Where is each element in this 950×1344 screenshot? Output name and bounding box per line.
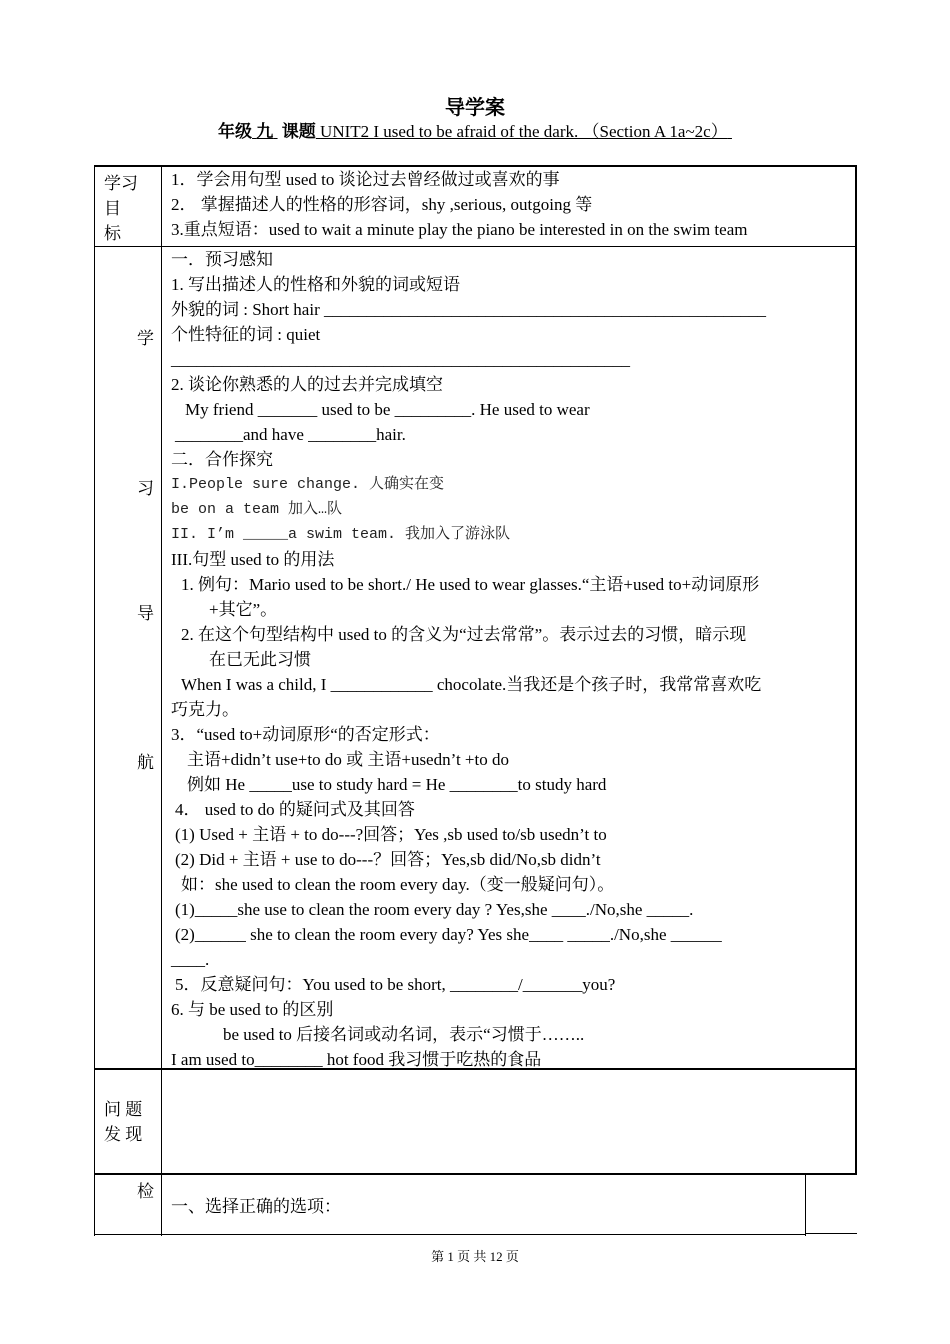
guide-line: 4． used to do 的疑问式及其回答	[175, 800, 415, 819]
objectives-label: 学习 目 标	[104, 174, 138, 243]
grade-label: 年级	[218, 122, 253, 141]
guide-line: My friend _______ used to be _________. He used to wear	[185, 400, 590, 419]
guide-line: 1. 写出描述人的性格和外貌的词或短语	[171, 275, 460, 294]
guide-line: be on a team 加入…队	[171, 501, 343, 518]
guide-line: ________and have ________hair.	[175, 425, 406, 444]
guide-line: 外貌的词 : Short hair ____________________________________________________	[171, 300, 766, 319]
guide-line: (2)______ she to clean the room every day? Yes she____ _____./No,she ______	[175, 925, 722, 944]
guide-line: III.句型 used to 的用法	[171, 550, 335, 569]
subtitle	[0, 117, 950, 142]
guide-line: 5．反意疑问句：You used to be short, ________/_______you?	[175, 975, 616, 994]
page-footer: 第 1 页 共 12 页	[431, 1249, 519, 1264]
row-divider-3	[94, 1173, 857, 1175]
guide-line: I.People sure change. 人确实在变	[171, 476, 445, 493]
guide-line: 例如 He _____use to study hard = He ________to study hard	[187, 775, 607, 794]
guide-line: 一．预习感知	[171, 250, 273, 269]
objectives-content	[171, 167, 747, 242]
objective-line: 2． 掌握描述人的性格的形容词，shy ,serious, outgoing 等	[171, 195, 593, 214]
guide-line: 如：she used to clean the room every day.（变一般疑问句）。	[181, 875, 615, 894]
guide-line: When I was a child, I ____________ chocolate.当我还是个孩子时，我常常喜欢吃	[181, 675, 762, 694]
objective-line: 3.重点短语：used to wait a minute play the piano be interested in on the swim team	[171, 220, 748, 239]
guide-line: +其它”。	[209, 600, 278, 619]
guide-line: (2) Did + 主语 + use to do---？回答；Yes,sb did/No,sb didn’t	[175, 850, 601, 869]
guide-line: be used to 后接名词或动名词，表示“习惯于……..	[223, 1025, 585, 1044]
guide-line: 2. 在这个句型结构中 used to 的含义为“过去常常”。表示过去的习惯，暗示现	[181, 625, 747, 644]
guide-line: 巧克力。	[171, 700, 239, 719]
page-title: 导学案	[445, 97, 505, 119]
check-content: 一、选择正确的选项：	[171, 1197, 341, 1216]
guide-label-char: 导	[137, 604, 154, 623]
topic-label: 课题	[281, 122, 316, 141]
table-bottom-border	[94, 1234, 806, 1235]
grade-value: 九	[256, 122, 274, 141]
guide-line: 主语+didn’t use+to do 或 主语+usedn’t +to do	[187, 750, 509, 769]
guide-line: I am used to________ hot food 我习惯于吃热的食品	[171, 1050, 542, 1069]
guide-label-char: 习	[137, 479, 154, 498]
objective-line: 1．学会用句型 used to 谈论过去曾经做过或喜欢的事	[171, 170, 560, 189]
guide-label-char: 学	[137, 329, 154, 348]
guide-line: 3．“used to+动词原形“的否定形式：	[171, 725, 440, 744]
guide-line: (1)_____she use to clean the room every day ? Yes,she ____./No,she _____.	[175, 900, 694, 919]
check-label: 检	[137, 1182, 154, 1201]
guide-line: 在已无此习惯	[209, 650, 311, 669]
guide-line: 二．合作探究	[171, 450, 273, 469]
label-column-divider	[161, 165, 162, 1236]
check-inner-divider	[805, 1173, 806, 1236]
guide-line: ______________________________________________________	[171, 350, 630, 369]
guide-line: 6. 与 be used to 的区别	[171, 1000, 334, 1019]
guide-content	[171, 247, 766, 1072]
guide-line: 2. 谈论你熟悉的人的过去并完成填空	[171, 375, 443, 394]
guide-line: ____.	[171, 950, 210, 969]
topic-value: UNIT2 I used to be afraid of the dark. （Section A 1a~2c）	[320, 122, 728, 141]
table-right-border	[855, 165, 857, 1174]
guide-label-char: 航	[137, 753, 154, 772]
guide-line: (1) Used + 主语 + to do---?回答；Yes ,sb used to/sb usedn’t to	[175, 825, 607, 844]
problems-label: 问 题 发 现	[104, 1100, 143, 1144]
guide-line: II. I’m _____a swim team. 我加入了游泳队	[171, 526, 511, 543]
guide-line: 1. 例句：Mario used to be short./ He used to wear glasses.“主语+used to+动词原形	[181, 575, 760, 594]
table-left-border	[94, 165, 95, 1236]
check-stub-bottom	[805, 1233, 857, 1234]
guide-line: 个性特征的词 : quiet	[171, 325, 321, 344]
